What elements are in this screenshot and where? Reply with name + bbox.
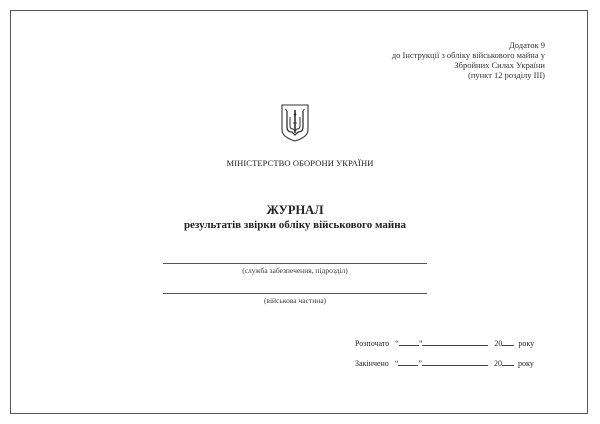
appendix-note [392,40,545,80]
appendix-line-1: Додаток 9 [508,40,545,50]
started-day-blank[interactable] [399,337,419,346]
service-blank-line[interactable] [163,263,427,264]
finished-month-blank[interactable] [422,357,488,366]
appendix-line-3: Збройних Силах України [454,60,545,70]
started-date-row [355,337,534,348]
finished-label: Закінчено [355,359,389,368]
close-quote: ” [418,359,422,368]
finished-date-row [355,357,534,368]
unit-caption: (військова частина) [263,296,327,305]
journal-subtitle: результатів звірки обліку військового майна [183,219,407,231]
finished-year-word: року [517,359,534,368]
appendix-line-4: (пункт 12 розділу ІІІ) [468,70,545,80]
appendix-line-2: до Інструкції з обліку військового майна у [391,50,545,60]
finished-century: 20 [493,359,502,368]
finished-year-blank[interactable] [502,357,514,366]
open-quote: “ [395,339,399,348]
finished-day-blank[interactable] [398,357,418,366]
close-quote: ” [418,339,423,348]
service-caption: (служба забезпечення, підрозділ) [242,266,348,275]
started-year-blank[interactable] [502,337,514,346]
unit-blank-line[interactable] [163,293,427,294]
started-century: 20 [494,339,503,348]
open-quote: “ [394,359,399,368]
journal-title: ЖУРНАЛ [266,203,324,217]
started-year-word: року [518,339,535,348]
trident-coat-of-arms-icon [280,103,310,143]
started-month-blank[interactable] [422,337,488,346]
started-label: Розпочато [355,339,390,348]
ministry-name: МІНІСТЕРСТВО ОБОРОНИ УКРАЇНИ [226,158,374,168]
